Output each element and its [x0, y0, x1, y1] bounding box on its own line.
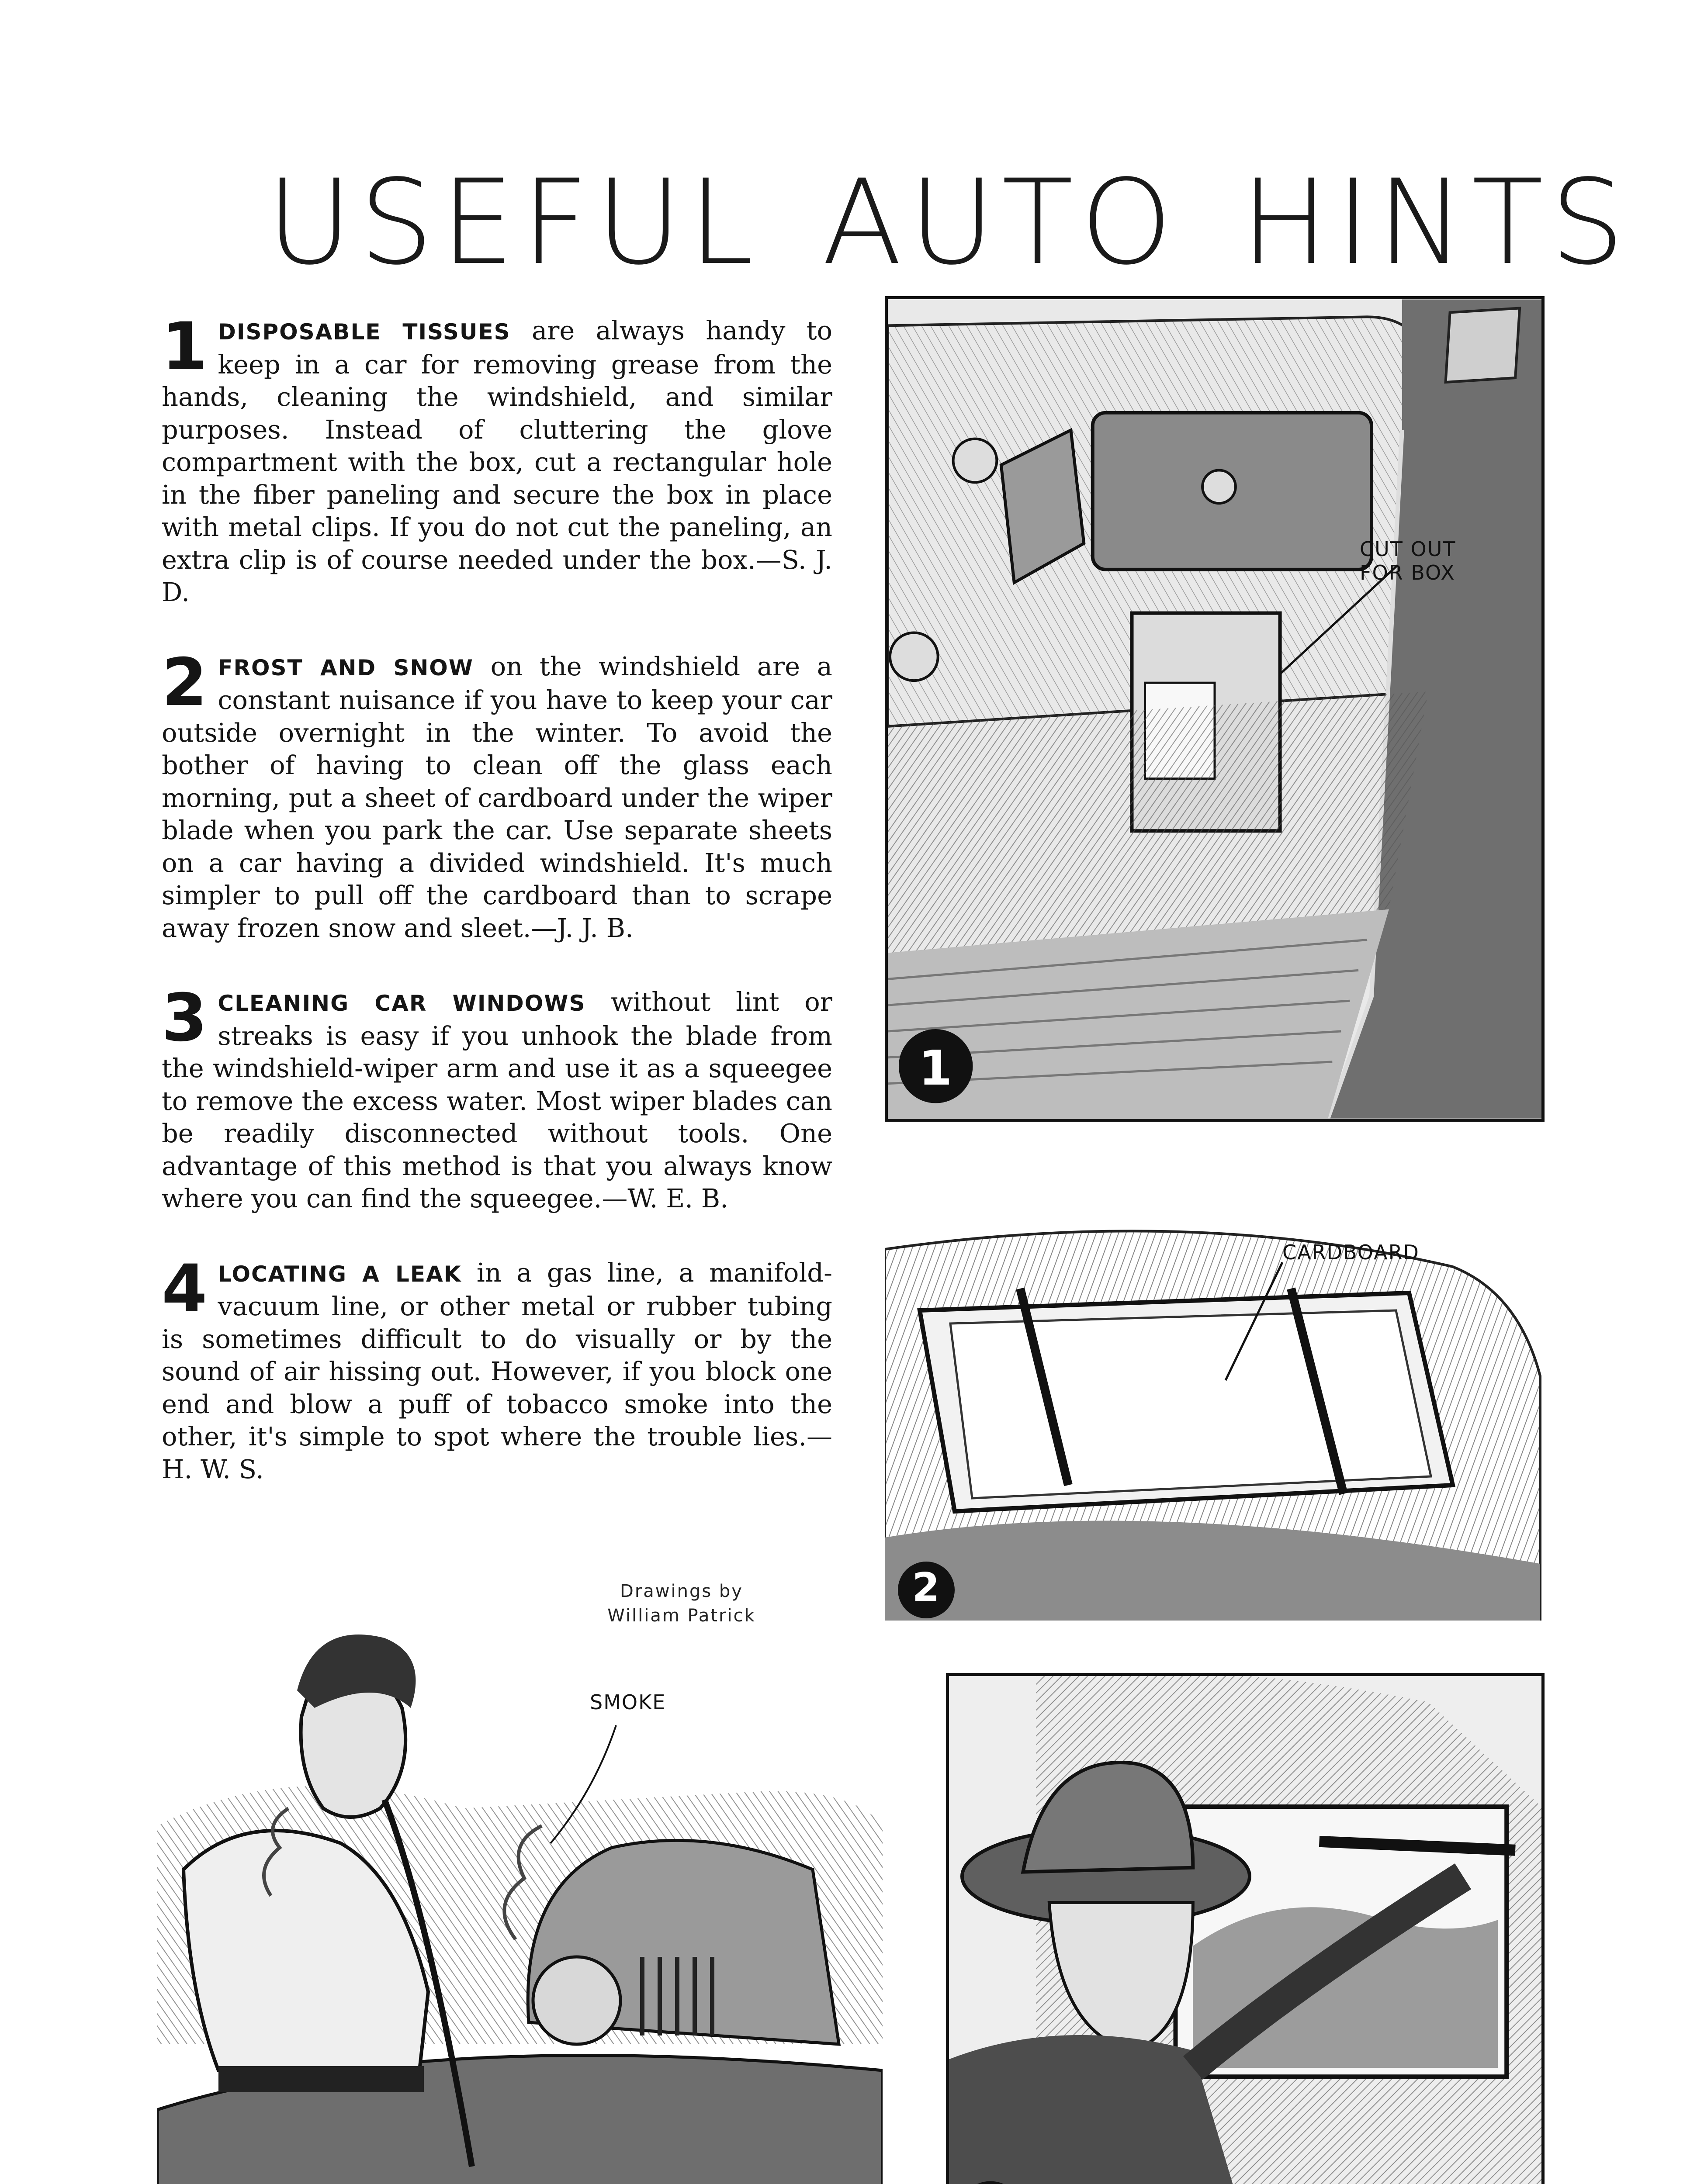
dashboard-drawing: [888, 299, 1541, 1119]
windshield-drawing: [885, 1179, 1545, 1621]
hints-column: [162, 309, 833, 1527]
hint-text: without lint or streaks is easy if you unhook the blade from the windshield-wiper arm and use it as a squeegee to remove the excess water. Most wiper blades can be readily disconnected without tools. One advantage of this method is that you always know where you can find the squeegee.—W. E. B.: [162, 987, 833, 1213]
callout-line: FOR BOX: [1360, 561, 1455, 584]
hint-text: on the windshield are a constant nuisance if you have to keep your car outside overnight in the winter. To avoid the bother of having to clean off the glass each morning, put a sheet of cardboard under the wiper blade when you park the car. Use separate sheets on a car having a divided windshield. It's much simpler to pull off the cardboard than to scrape away frozen snow and sleet.—J. J. B.: [162, 651, 832, 943]
hint-number: 1: [162, 309, 208, 385]
hint-lead: LOCATING A LEAK: [218, 1261, 462, 1287]
credit-line: Drawings by: [620, 1581, 743, 1601]
illustration-credit: [585, 1579, 778, 1628]
hint-paragraph: [162, 309, 832, 609]
hint-text: in a gas line, a manifold-vacuum line, or other metal or rubber tubing is sometimes difficult to do visually or by the sound of air hissing out. However, if you block one end and blow a puff of tobacco smoke into the other, it's simple to spot where the trouble lies.—H. W. S.: [162, 1257, 833, 1484]
hint-number: 2: [162, 644, 208, 721]
hint-2: [162, 644, 832, 945]
hint-1: [162, 309, 832, 609]
figure-number-2: 2: [912, 1565, 941, 1610]
figure-number-1: 1: [918, 1040, 953, 1096]
hint-3: [162, 980, 833, 1215]
squeegee-drawing: [949, 1676, 1541, 2184]
hint-lead: CLEANING CAR WINDOWS: [218, 991, 586, 1016]
figure-2-illustration: [885, 1179, 1545, 1621]
title-word: USEFUL: [267, 155, 761, 291]
page-title: [236, 155, 1632, 291]
title-word: AUTO: [822, 155, 1180, 291]
figure-4-illustration: [157, 1564, 883, 2184]
credit-line: William Patrick: [607, 1606, 756, 1626]
callout-smoke: SMOKE: [590, 1690, 666, 1714]
figure-3-illustration: [946, 1673, 1545, 2184]
callout-cardboard: CARDBOARD: [1282, 1241, 1420, 1264]
hint-paragraph: [162, 644, 832, 945]
smoke-leak-drawing: [157, 1564, 883, 2184]
hint-4: [162, 1251, 833, 1486]
hint-lead: FROST AND SNOW: [218, 655, 474, 681]
callout-cut-out-for-box: [1360, 537, 1456, 584]
hint-text: are always handy to keep in a car for removing grease from the hands, cleaning the windshield, and similar purposes. Instead of cluttering the glove compartment with the box, cut a rectangular hole in the fiber paneling and secure the box in place with metal clips. If you do not cut the paneling, an extra clip is of course needed under the box.—S. J. D.: [162, 315, 832, 607]
hint-number: 4: [162, 1251, 208, 1327]
hint-lead: DISPOSABLE TISSUES: [218, 319, 511, 345]
hint-paragraph: [162, 1251, 833, 1486]
hint-paragraph: [162, 980, 833, 1215]
title-word: HINTS: [1240, 155, 1632, 291]
figure-1-illustration: [885, 296, 1545, 1122]
callout-line: CUT OUT: [1360, 537, 1456, 561]
hint-number: 3: [162, 980, 208, 1056]
